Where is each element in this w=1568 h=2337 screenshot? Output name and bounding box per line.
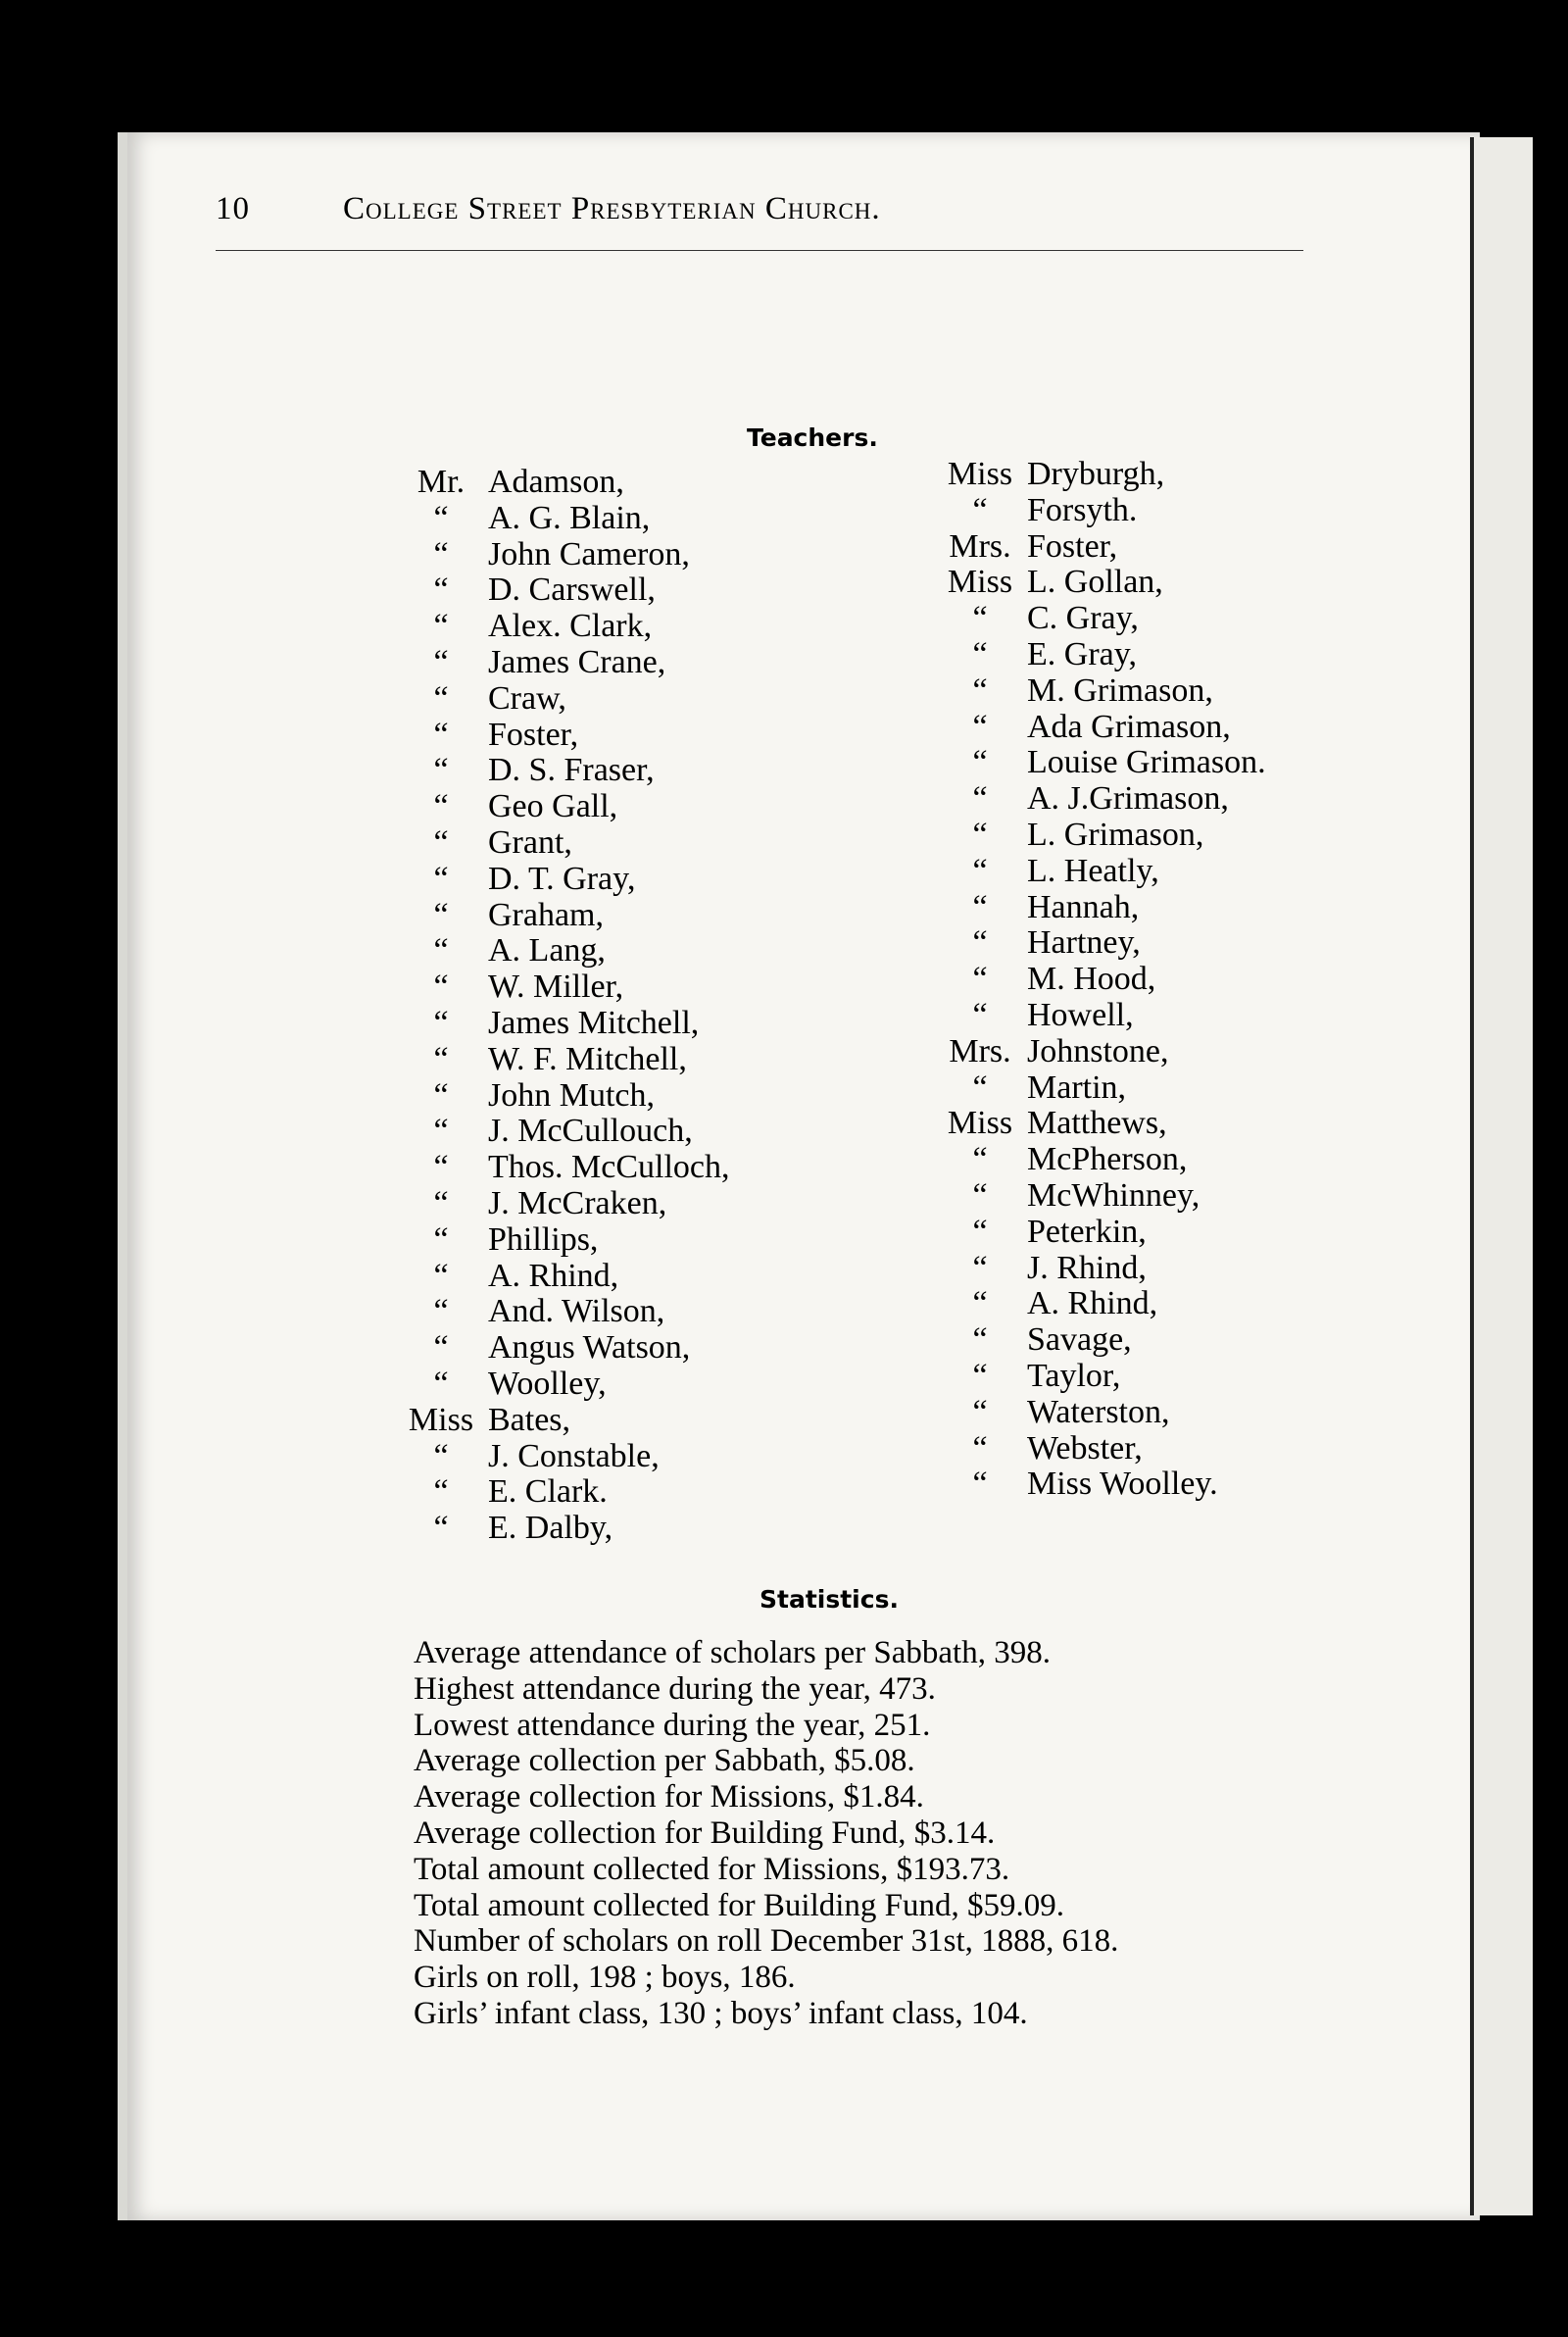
teacher-name: James Crane, [488,643,666,680]
teacher-name: J. Rhind, [1027,1249,1147,1286]
teacher-name: Peterkin, [1027,1213,1147,1250]
running-title: College Street Presbyterian Church. [343,191,881,226]
teacher-title-prefix: “ [433,608,449,645]
teacher-title-prefix: Mrs. [949,1032,1011,1069]
teacher-name: McPherson, [1027,1141,1188,1178]
teacher-entry [941,565,1372,601]
teachers-right-column [941,457,1372,1503]
teacher-name: Savage, [1027,1321,1132,1359]
statistic-line: Average collection for Building Fund, $3.14. [414,1815,996,1851]
teacher-name: J. McCullouch, [488,1113,693,1150]
teacher-name: Geo Gall, [488,788,618,825]
teacher-entry [941,673,1372,710]
teacher-name: Graham, [488,896,605,933]
teacher-name: Ada Grimason, [1027,708,1231,745]
teacher-title-prefix: “ [433,679,449,717]
teacher-title-prefix: “ [433,860,449,897]
teacher-entry [941,637,1372,673]
teacher-title-prefix: “ [433,1076,449,1114]
teacher-name: A. G. Blain, [488,499,651,536]
teacher-title-prefix: “ [972,1249,988,1286]
teacher-title-prefix: “ [972,635,988,672]
statistic-line: Total amount collected for Building Fund, $59.09. [414,1887,1065,1923]
teacher-title-prefix: “ [433,499,449,536]
facing-page-edge [1470,137,1533,2215]
teacher-title-prefix: “ [972,1285,988,1322]
teacher-name: Craw, [488,679,566,717]
teacher-name: D. T. Gray, [488,860,636,897]
teacher-entry [941,1286,1372,1322]
teacher-name: Grant, [488,823,572,861]
teacher-name: D. Carswell, [488,572,656,609]
teacher-name: Louise Grimason. [1027,744,1266,781]
teacher-entry [402,933,813,970]
teacher-name: James Mitchell, [488,1004,700,1041]
teacher-title-prefix: “ [433,1004,449,1041]
teacher-entry [402,1330,813,1367]
statistic-line: Number of scholars on roll December 31st, 1888, 618. [414,1923,1119,1960]
teacher-name: Bates, [488,1401,571,1438]
teacher-name: W. Miller, [488,969,624,1006]
teacher-entry [402,609,813,645]
teacher-entry [402,1511,813,1547]
teacher-title-prefix: “ [433,1149,449,1186]
teacher-title-prefix: Miss [947,1105,1013,1142]
statistics-heading: Statistics. [760,1585,899,1614]
teacher-name: J. McCraken, [488,1184,667,1221]
teacher-name: A. Lang, [488,932,606,970]
teacher-entry [402,1259,813,1295]
teacher-name: Webster, [1027,1429,1143,1467]
teacher-entry [941,1359,1372,1395]
teacher-title-prefix: “ [972,1357,988,1394]
teacher-entry [941,890,1372,926]
teacher-entry [402,825,813,862]
teacher-entry [941,493,1372,529]
teacher-title-prefix: Miss [947,456,1013,492]
teacher-entry [941,1467,1372,1503]
teacher-name: Johnstone, [1027,1032,1169,1069]
teacher-entry [402,1186,813,1222]
page-number: 10 [216,191,250,226]
teacher-title-prefix: “ [972,1069,988,1106]
teacher-entry [941,710,1372,746]
teacher-title-prefix: “ [972,600,988,637]
teacher-entry [402,1294,813,1330]
teacher-entry [402,465,813,501]
teacher-title-prefix: “ [972,1466,988,1503]
teacher-title-prefix: “ [433,932,449,970]
teacher-entry [402,1474,813,1511]
teacher-entry [941,781,1372,818]
statistic-line: Average attendance of scholars per Sabbath, 398. [414,1635,1051,1670]
teacher-title-prefix: “ [433,788,449,825]
teacher-name: L. Gollan, [1027,564,1163,601]
teacher-name: E. Clark. [488,1473,608,1511]
teacher-entry [941,601,1372,637]
teacher-title-prefix: “ [433,1184,449,1221]
teacher-entry [402,1403,813,1439]
teacher-entry [402,1222,813,1259]
statistic-line: Total amount collected for Missions, $193.73. [414,1851,1010,1887]
teacher-entry [402,572,813,609]
teacher-title-prefix: Mr. [416,464,466,500]
teacher-title-prefix: Mrs. [949,527,1011,565]
teacher-title-prefix: Miss [947,564,1013,601]
teacher-name: M. Hood, [1027,961,1156,998]
teacher-name: A. Rhind, [488,1257,619,1294]
teacher-entry [402,1439,813,1475]
teacher-title-prefix: “ [972,1393,988,1430]
teacher-name: Martin, [1027,1069,1127,1106]
teacher-entry [402,1150,813,1186]
teacher-name: A. J.Grimason, [1027,780,1229,818]
teacher-title-prefix: “ [972,1141,988,1178]
teacher-entry [402,1006,813,1042]
statistic-line: Average collection per Sabbath, $5.08. [414,1743,915,1779]
teacher-name: Alex. Clark, [488,608,653,645]
teacher-title-prefix: “ [972,924,988,962]
teacher-entry [941,1106,1372,1142]
teacher-title-prefix: “ [972,852,988,889]
teacher-title-prefix: “ [433,535,449,572]
teacher-title-prefix: “ [433,896,449,933]
teacher-title-prefix: “ [433,572,449,609]
teacher-entry [941,1251,1372,1287]
teacher-title-prefix: “ [972,491,988,528]
teacher-entry [402,537,813,573]
teacher-title-prefix: “ [433,1113,449,1150]
teacher-title-prefix: “ [972,1176,988,1214]
teacher-entry [941,962,1372,998]
teacher-name: Adamson, [488,464,624,500]
teacher-name: Taylor, [1027,1357,1121,1394]
teacher-title-prefix: “ [972,816,988,853]
teacher-name: D. S. Fraser, [488,752,655,789]
teacher-name: Foster, [488,716,579,753]
teacher-entry [402,862,813,898]
teacher-title-prefix: “ [972,1213,988,1250]
teacher-name: Woolley, [488,1365,607,1402]
teacher-entry [402,1367,813,1403]
teacher-entry [402,970,813,1006]
teacher-title-prefix: “ [433,1293,449,1330]
teacher-title-prefix: Miss [408,1401,474,1438]
teacher-entry [402,501,813,537]
teacher-name: Forsyth. [1027,491,1138,528]
statistic-line: Lowest attendance during the year, 251. [414,1707,931,1743]
teacher-entry [941,1070,1372,1107]
statistics-list [414,1635,1118,2032]
teacher-entry [402,1078,813,1115]
teacher-entry [402,645,813,681]
teacher-entry [941,925,1372,962]
teacher-title-prefix: “ [433,1365,449,1402]
statistic-line: Average collection for Missions, $1.84. [414,1779,924,1815]
teachers-heading: Teachers. [747,423,878,452]
teacher-entry [402,753,813,789]
teacher-title-prefix: “ [972,888,988,925]
teacher-entry [941,1178,1372,1215]
teacher-entry [941,457,1372,493]
teacher-name: Waterston, [1027,1393,1170,1430]
teacher-name: Hannah, [1027,888,1140,925]
teacher-entry [402,1042,813,1078]
teacher-title-prefix: “ [433,823,449,861]
teacher-entry [941,1034,1372,1070]
teacher-entry [402,898,813,934]
teacher-entry [941,998,1372,1034]
teacher-title-prefix: “ [433,643,449,680]
teacher-title-prefix: “ [972,1429,988,1467]
teacher-name: Thos. McCulloch, [488,1149,730,1186]
teacher-name: And. Wilson, [488,1293,665,1330]
teacher-title-prefix: “ [433,1473,449,1511]
teacher-title-prefix: “ [433,1040,449,1077]
teacher-entry [941,529,1372,566]
teacher-title-prefix: “ [972,961,988,998]
teachers-left-column [402,465,813,1547]
header-rule [216,250,1303,251]
teacher-entry [941,1431,1372,1467]
teacher-entry [941,1215,1372,1251]
teacher-name: L. Heatly, [1027,852,1159,889]
teacher-entry [402,789,813,825]
teacher-name: M. Grimason, [1027,671,1213,709]
teacher-name: W. F. Mitchell, [488,1040,687,1077]
statistic-line: Highest attendance during the year, 473. [414,1670,936,1707]
teacher-title-prefix: “ [433,1329,449,1367]
teacher-title-prefix: “ [433,1437,449,1474]
teacher-title-prefix: “ [972,1321,988,1359]
teacher-name: L. Grimason, [1027,816,1204,853]
teacher-title-prefix: “ [972,996,988,1033]
teacher-entry [941,818,1372,854]
teacher-name: John Mutch, [488,1076,655,1114]
teacher-entry [402,1114,813,1150]
statistic-line: Girls’ infant class, 130 ; boys’ infant class, 104. [414,1995,1028,2031]
teacher-name: E. Dalby, [488,1510,613,1547]
teacher-name: A. Rhind, [1027,1285,1158,1322]
teacher-name: Phillips, [488,1220,599,1258]
teacher-entry [941,854,1372,890]
teacher-name: McWhinney, [1027,1176,1200,1214]
teacher-name: Angus Watson, [488,1329,691,1367]
teacher-name: C. Gray, [1027,600,1139,637]
teacher-title-prefix: “ [433,969,449,1006]
teacher-title-prefix: “ [972,671,988,709]
teacher-title-prefix: “ [972,708,988,745]
statistic-line: Girls on roll, 198 ; boys, 186. [414,1960,796,1996]
teacher-title-prefix: “ [433,1510,449,1547]
teacher-title-prefix: “ [433,1220,449,1258]
teacher-entry [941,1395,1372,1431]
teacher-title-prefix: “ [433,716,449,753]
teacher-entry [402,681,813,718]
teacher-title-prefix: “ [433,1257,449,1294]
teacher-name: J. Constable, [488,1437,660,1474]
teacher-name: Hartney, [1027,924,1141,962]
teacher-name: Foster, [1027,527,1118,565]
teacher-title-prefix: “ [972,744,988,781]
teacher-name: Dryburgh, [1027,456,1165,492]
teacher-entry [941,1322,1372,1359]
teacher-name: Howell, [1027,996,1134,1033]
teacher-name: E. Gray, [1027,635,1138,672]
teacher-entry [941,1142,1372,1178]
teacher-entry [941,745,1372,781]
teacher-entry [402,718,813,754]
teacher-name: Matthews, [1027,1105,1167,1142]
teacher-name: Miss Woolley. [1027,1466,1218,1503]
teacher-title-prefix: “ [433,752,449,789]
teacher-title-prefix: “ [972,780,988,818]
teacher-name: John Cameron, [488,535,690,572]
